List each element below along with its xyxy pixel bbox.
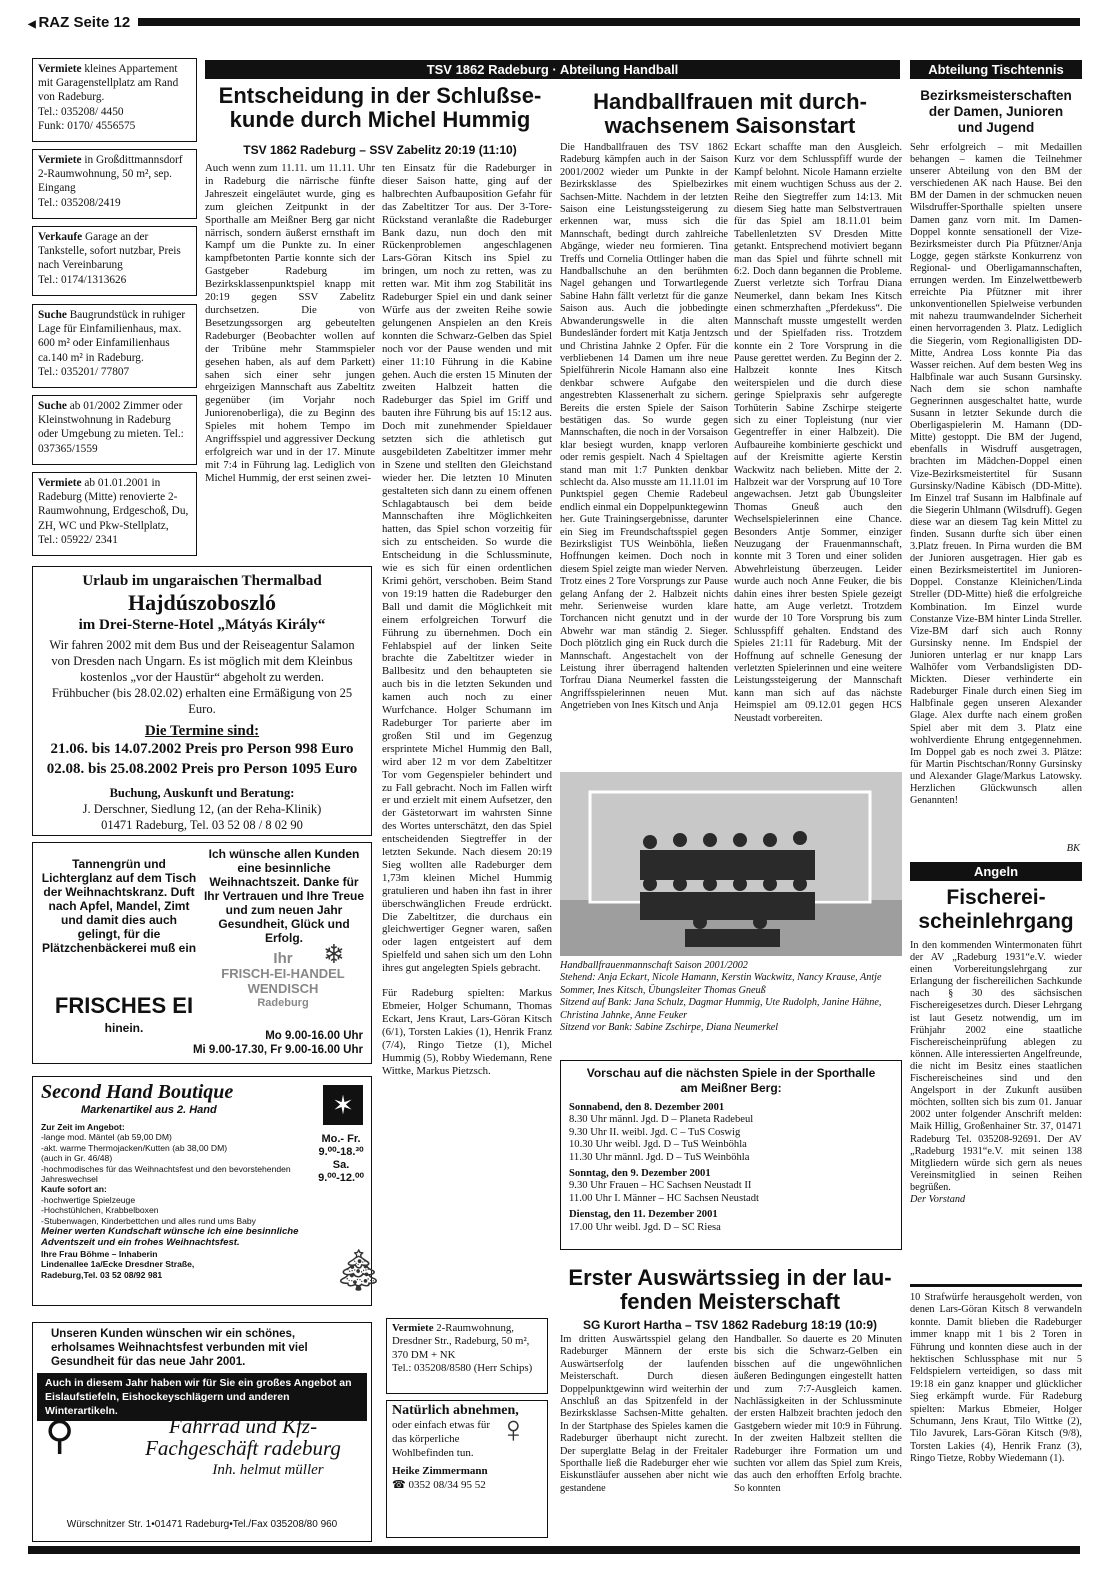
angeln-signature: Der Vorstand [910, 1193, 966, 1205]
article-players: Für Radeburg spielten: Markus Ebmeier, Holger Schumann, Thomas Eckart, Jens Kraut, Lars-Göran Kitsch (6/1), Torsten Lakies (1), Henrik Franz (7/4), Ringo Tietze (1), Michel Hummig (5), Robby Wiedemann, Rene Wittke, Markus Pietzsch. [382, 987, 552, 1077]
article2-column-1 [560, 142, 728, 766]
preview-game: 8.30 Uhr männl. Jgd. D – Planeta Radebeul [569, 1114, 754, 1126]
ad-shop-name [208, 951, 358, 1011]
article-text: Sehr erfolgreich – mit Medaillen behangen – kamen die Teilnehmer unserer Abteilung von den BM der verschiedenen AK nach Hause. Bei den BM der Damen in der schmucken neuen Wilsdruffer-Sporthalle spielten unsere Damen ganz vorn mit. Im Damen-Doppel konnte sensationell der Vize-Bezirksmeister durch Pia Pfützner/Anja Logge, gegen stärkste Konkurrenz von Regional- und Oberligamannschaften, errungen werden. Im Einzelwettbewerb erreichte Pia Pfützner mit ihrer unkonventionellen Spielweise verbunden mit nahezu traumwandelnder Sicherheit einen hervorragenden 3. Platz. Lediglich die Siegerin, vom Regionalligisten DD-Mitte, Andrea Loss konnte Pia das Wasser reichen. Auf dem besten Weg ins Halbfinale war auch Susann Gursinsky. Nach dem sie schon namhafte Gegnerinnen ausgeschaltet hatte, wurde Susann in letzter Sekunde durch die Oberligaspielerin M. Hamann (DD-Mitte) gestoppt. Die BM der Jugend, ebenfalls in Wisdruff ausgetragen, brachten im Mädchen-Doppel einen Vize-Bezirksmeistertitel für Susann Gursinsky/Nadine Käbisch (DD-Mitte). Im Einzel traf Susann im Halbfinale auf die Siegerin Uhlmann (Wilsdruff). Gegen diese war an diesem Tag kein Mittel zu finden. Susann durfte sich über einen 3.Platz freuen. In Pirna wurden die BM der Junioren ausgetragen. Hier gab es einen Bezirksmeistertitel im Junioren-Doppel. Constanze Kleinichen/Linda Streller (DD-Mitte) hieß die erfolgreiche Kombination. Im Einzel wurde Constanze Vize-BM hinter Linda Streller. Vize-BM darf sich auch Ronny Gursinsky nenne. Im Endspiel der Junioren unterlag er nur knapp Lars Walhöfer vom Verbandsligisten DD-Mickten. Dieser verhinderte ein Radeburger Finale durch einen Sieg im Halbfinale gegen unseren Alexander Glage. Alex durfte nach einem großen Spiel aber mit dem 3. Platz eine wohlverdiente Ehrung entgegennehmen. Im Doppel gab es noch zwei 3. Plätze: für Martin Pischtschan/Ronny Gursinsky und Alexander Glage/Markus Latowsky. Herzlichen Glückwunsch allen Genannten! [910, 142, 1082, 807]
classified-3 [32, 226, 197, 296]
preview-schedule [569, 1102, 893, 1234]
preview-game: 9.30 Uhr Frauen – HC Sachsen Neustadt II [569, 1180, 752, 1192]
title-line: am Meißner Berg: [680, 1081, 782, 1095]
title-line: der Damen, Junioren [928, 104, 1064, 119]
ad-text: -hochwertige Spielzeuge [41, 1194, 136, 1205]
title-line: scheinlehrgang [918, 910, 1074, 933]
ad-text: (auch in Gr. 46/48) [41, 1153, 113, 1164]
ad-line: Frühbucher (bis 28.02.02) erhalten eine Ermäßigung von 25 Euro. [51, 686, 353, 716]
classified-phone: Tel.: 035208/8580 (Herr Schips) [392, 1362, 533, 1375]
caption-line: Stehend: Anja Eckart, Nicole Hamann, Kerstin Wackwitz, Nancy Krause, Antje Sommer, Ines Kitsch, Übungsleiter Thomas Gneuß [560, 972, 882, 996]
article2-column-2 [734, 142, 902, 766]
title-line: Handballfrauen mit durch- [593, 89, 867, 114]
tischtennis-signature: BK [1066, 843, 1080, 854]
ad-text: Ihre Frau Böhme – Inhaberin [41, 1248, 158, 1259]
ad-hours [315, 1133, 367, 1185]
preview-date: Sonnabend, den 8. Dezember 2001 [569, 1102, 725, 1113]
ad-text: Mi 9.00-17.30, Fr 9.00-16.00 Uhr [192, 1044, 363, 1056]
angeln-title [910, 886, 1082, 934]
ad-text: Radeburg,Tel. 03 52 08/92 981 [41, 1269, 163, 1280]
classified-lead: Vermiete [38, 477, 82, 489]
article1-title [205, 84, 555, 132]
preview-box [560, 1060, 902, 1250]
ad-text: Mo 9.00-16.00 Uhr [265, 1030, 363, 1042]
bicycle-icon: ⚲ [45, 1414, 75, 1458]
preview-date: Dienstag, den 11. Dezember 2001 [569, 1209, 718, 1221]
classified-mobile: Funk: 0170/ 4556575 [38, 119, 136, 132]
classified-text: Baugrundstück in ruhiger Lage für Einfamilienhaus, max. 600 m² oder Einfamilienhaus ca.140 m² in Radeburg. [38, 309, 186, 364]
classified-lead: Suche [38, 309, 67, 321]
ad-text: Tannengrün und Lichterglanz auf dem Tisch der Weihnachtskranz. Duft nach Apfel, Mandel, Zimt und damit dies auch gelingt, für die Plätzchenbäckerei muß ein [41, 857, 197, 955]
ad-text: WENDISCH [247, 981, 319, 996]
team-photo-image [560, 772, 902, 956]
ad-urlaub [32, 566, 372, 836]
ad-text: Fachgeschäft radeburg [145, 1436, 341, 1460]
ad-fahrrad [32, 1322, 372, 1542]
classified-text: ab 01/2002 Zimmer oder Kleinstwohnung in Radeburg oder Umgebung zu mieten. Tel.: 037365/1559 [38, 400, 184, 455]
article1-column-1 [205, 162, 375, 550]
ad-text: -Stubenwagen, Kinderbettchen und alles rund ums Baby [41, 1215, 256, 1226]
section-label: TSV 1862 Radeburg · Abteilung Handball [426, 62, 679, 77]
ad-line: 01471 Radeburg, Tel. 03 52 08 / 8 02 90 [101, 818, 303, 832]
classified-phone: Tel.: 035208/2419 [38, 196, 121, 209]
classified-text: in Großdittmannsdorf 2-Raumwohnung, 50 m², sep. Eingang [38, 154, 183, 195]
page-label-text: RAZ Seite 12 [38, 14, 131, 31]
ad-text: Sa. [332, 1159, 350, 1171]
preview-game: 10.30 Uhr weibl. Jgd. D – TuS Weinböhla [569, 1139, 747, 1151]
column-divider [910, 1284, 1082, 1287]
title-line: fenden Meisterschaft [619, 1289, 841, 1314]
ad-text: 9.⁰⁰-12.⁰⁰ [318, 1172, 364, 1184]
ad-text: Lindenallee 1a/Ecke Dresdner Straße, [41, 1259, 195, 1270]
article3-column-3 [910, 1292, 1082, 1540]
preview-game: 11.30 Uhr männl. Jgd. D – TuS Weinböhla [569, 1151, 750, 1163]
article-text: Eckart schaffte man den Ausgleich. Kurz vor dem Schlusspfiff wurde der Kampf belohnt. Nicole Hamann erzielte mit einem wuchtigen Schuss aus der 2. Reihe den Siegtreffer zum 14:13. Mit diesem Sieg hatte man Selbstvertrauen für das Spiel am 18.11.01 beim Tabellenletzten SV Dresden Mitte getankt. Entsprechend motiviert begann man das Spiel und führte schnell mit 6:2. Doch dann begannen die Probleme. Zuerst verletzte sich Torfrau Diana Neumerkel, dann bekam Ines Kitsch einen schmerzhaften „Pferdekuss“. Die Mannschaft musste umgestellt werden und der Spielfaden riss. Trotzdem konnte ein 2 Tore Vorsprung in die Pause gerettet werden. Zu Beginn der 2. Halbzeit konnte Ines Kitsch weiterspielen und die durch diese geringe Spielpraxis sehr aufgeregte Torhüterin Sabine Zschirpe steigerte sich zu einer Topleistung (nur vier Gegentreffer in einer Halbzeit). Die Aufbaureihe kombinierte geschickt und auf der Kreismitte agierte Kerstin Wackwitz nach belieben. Mitte der 2. Halbzeit war der Vorsprung auf 10 Tore angewachsen. Jetzt gab Übungsleiter Thomas Gneuß auch den Wechselspielerinnen eine Chance. Besonders Antje Sommer, einziger Neuzugang der Frauenmannschaft, konnte mit 3 Toren und einer soliden Abwehrleistung überzeugen. Leider wurde auch noch Anne Feuker, die bis dahin eines ihrer besten Spiele gezeigt hatte, am Auge verletzt. Trotzdem wurde der 10 Tore Vorsprung bis zum Schlusspfiff gehalten. Endstand des Spieles 21:11 für Radeburg. Mit der Hoffnung auf schnelle Genesung der verletzten Spielerinnen und eine weitere Leistungssteigerung der Mannschaft kann man sich auf das nächste Heimspiel am 09.12.01 gegen HCS Neustadt vorbereiten. [734, 142, 902, 724]
ad-text: Inh. helmut müller [212, 1462, 324, 1478]
ad-text: FRISCH-EI-HANDEL [221, 966, 345, 981]
classified-6 [32, 472, 197, 556]
title-line: wachsenem Saisonstart [604, 113, 856, 138]
ad-text: Ihr [273, 950, 293, 967]
team-photo [560, 772, 902, 956]
preview-game: 11.00 Uhr I. Männer – HC Sachsen Neustadt [569, 1192, 759, 1204]
classified-lead: Vermiete [392, 1322, 434, 1334]
christmas-tree-icon: 🎄︎ [333, 1249, 384, 1293]
boutique-logo-icon: ✶ [323, 1085, 363, 1125]
tischtennis-title [910, 88, 1082, 136]
ad-line: J. Derschner, Siedlung 12, (an der Reha-Klinik) [82, 802, 322, 816]
ad-heading: Hajdúszoboszló [128, 590, 276, 615]
article2-title [560, 90, 900, 138]
angeln-section-bar [910, 862, 1082, 881]
ad-shop-name [123, 1415, 363, 1481]
ad-text: oder einfach etwas für das körperliche Wohlbefinden tun. [392, 1419, 491, 1459]
ad-line: Urlaub im ungaraischen Thermalbad [82, 573, 322, 589]
ad-line: Buchung, Auskunft und Beratung: [109, 786, 295, 800]
photo-caption [560, 960, 905, 1034]
classified-5 [32, 395, 197, 465]
angeln-body [910, 940, 1082, 1248]
classified-text: kleines Appartement mit Garagenstellplatz am Rand von Radeburg. [38, 63, 179, 104]
ad-heading: Second Hand Boutique [41, 1081, 234, 1103]
article-text: Im dritten Auswärtsspiel gelang den Radeburger Männern der erste Auswärtserfolg der laufenden Meisterschaft. Durch diesen Doppelpunktgewinn wird weiterhin der Anschluß an das Spitzenfeld in der Bezirksklasse Sachsen-Mitte gehalten. In der Startphase des Spieles kamen die Radeburger überhaupt nicht zurecht. Der superglatte Belag in der Freitaler Sporthalle ließ die Radeburger eher wie Eiskunstläufer aussehen aber nicht wie gestandene [560, 1334, 728, 1494]
classified-text: Garage an der Tankstelle, sofort nutzbar, Preis nach Vereinbarung [38, 231, 181, 272]
title-line: Bezirksmeisterschaften [920, 88, 1072, 103]
article3-column-1 [560, 1334, 728, 1539]
figure-icon: ♀ [499, 1409, 528, 1451]
page-footer-rule [28, 1546, 1080, 1554]
ad-text: Mo.- Fr. [321, 1133, 361, 1145]
ad-text: Würschnitzer Str. 1•01471 Radeburg•Tel./Fax 035208/80 960 [66, 1519, 338, 1530]
article-text: Auch wenn zum 11.11. um 11.11. Uhr in Radeburg die närrische fünfte Jahreszeit eingeläutet wurde, ging es zum gleichen Zeitpunkt in der Sporthalle am Meißner Berg gar nicht närrisch, sondern äußerst ernsthaft im Kampf um die Punkte zu. In einer kampfbetonten Partie konnte sich der Gastgeber Radeburg im Bezirksklassenpunktspiel knapp mit 20:19 gegen SSV Zabelitz durchsetzen. Die von Besetzungssorgen arg gebeutelten Radeburger (Beobachter wollen auf der Tribüne mehr Stammspieler gesehen haben, als auf dem Parkett) sahen sich einer sehr jungen ehrgeizigen Mannschaft aus Zabeltitz gegenüber (im Vorjahr noch Juniorenoberliga), die zu Beginn des Spieles mit hohem Tempo im Angriffsspiel und aggressiver Deckung erfolgreich war und in der 17. Minute mit 7:4 in Führung lag. Lediglich von Michel Hummig, der erst seinen zwei- [205, 162, 375, 484]
ad-text: ☎ 0352 08/34 95 52 [392, 1479, 486, 1491]
ad-text: Meiner werten Kundschaft wünsche ich eine besinnliche Adventszeit und ein frohes Weihnachtsfest. [41, 1226, 299, 1249]
ad-secondhand [32, 1076, 384, 1306]
classified-phone: Tel.: 0174/1313626 [38, 273, 127, 286]
ad-brand: FRISCHES EI [54, 993, 194, 1018]
caption-line: Handballfrauenmannschaft Saison 2001/2002 [560, 960, 748, 971]
ad-line: im Drei-Sterne-Hotel „Mátyás Király“ [78, 617, 326, 633]
tischtennis-section-bar [910, 60, 1082, 79]
article3-column-2 [734, 1334, 902, 1539]
header-rule [28, 18, 1080, 26]
tischtennis-body [910, 142, 1082, 842]
christmas-ornament-icon: ❄ [323, 939, 345, 969]
page-header [28, 14, 1080, 30]
ad-text: Auch in diesem Jahr haben wir für Sie ein großes Angebot an Eislaufstiefeln, Eishockeyschlägern und anderen Winterartikeln. [37, 1373, 367, 1421]
title-line: Vorschau auf die nächsten Spiele in der Sporthalle [586, 1066, 876, 1080]
ad-frischei [32, 842, 372, 1064]
preview-date: Sonntag, den 9. Dezember 2001 [569, 1168, 711, 1180]
preview-game: 17.00 Uhr weibl. Jgd. D – SC Riesa [569, 1221, 721, 1233]
classified-lead: Verkaufe [38, 231, 83, 243]
page-label: ◀ RAZ Seite 12 [28, 14, 138, 31]
preview-game: 9.30 Uhr II. weibl. Jgd. C – TuS Coswig [569, 1126, 741, 1138]
classified-4 [32, 304, 197, 388]
classified-lead: Suche [38, 400, 67, 412]
classified-lead: Vermiete [38, 63, 82, 75]
classified-phone: Tel.: 035201/ 77807 [38, 365, 130, 378]
ad-text: -lange mod. Mäntel (ab 59,00 DM) [41, 1132, 172, 1143]
title-line: kunde durch Michel Hummig [229, 107, 531, 132]
article-text: ten Einsatz für die Radeburger in dieser Saison hatte, ging auf der halbrechten Aufbauposition Gefahr für das Zabeltitzer Tor aus. Der 3-Tore-Rückstand veranlaßte die Radeburger Bank dazu, nun doch den mit Rückenproblemen angeschlagenen Lars-Göran Kitsch ins Spiel zu bringen, um noch zu retten, was zu retten war. Mit ihm zog Stabilität ins Radeburger Spiel ein und dank seiner Würfe aus der zweiten Reihe sowie gelungenen Anspielen an den Kreis konnten die Schwarz-Gelben das Spiel noch vor der Pause wenden und mit einer 11:10 Führung in die Kabine gehen. Auch die ersten 15 Minuten der zweiten Halbzeit hatten die Radeburger das Spiel im Griff und bauten ihre Führung bis auf 15:12 aus. Doch mit zunehmender Spieldauer setzten sich die athletisch gut ausgebildeten Zabeltitzer immer mehr in Szene und stellten den Gleichstand wieder her. Die letzten 10 Minuten gestalteten sich dann zu einem offenen Schlagabtausch bei dem beide Mannschaften ihre Möglichkeiten hatten, das Spiel schon vorzeitig für sich zu entscheiden. So wurde die Entscheidung in die Schlussminute, wie es sich für einen ordentlichen Krimi gehört, verschoben. Beim Stand von 19:19 hatten die Radeburger den Ball und damit die Möglichkeit mit einem erfolgreichen Torwurf die Führung zu übernehmen. Doch ein Fehlabspiel auf der linken Seite brachte die Zabeltitzer wieder in Ballbesitz und den behaupteten sie auch bis in die letzten Sekunden und kamen auch noch zu einer Wurfchance. Holger Schumann im Radeburger Tor parierte aber im großen Stil und im Gegenzug ersprintete Michel Hummig den Ball, wird aber 12 m vor dem Zabeltitzer Tor vom Gegenspieler behindert und zu Fall gebracht. Noch im Fallen wirft er und erzielt mit einem Aufsetzer, den der Gästetorwart im wahrsten Sinne des Wortes unterschätzt, den das Spiel entscheidenden Siegtreffer in der letzten Sekunde. Nach diesem 20:19 Sieg wollten alle Radeburger dem 1,73m kleinen Michel Hummig gratulieren und haben ihn fast in ihrer überschwänglichen Freude erdrückt. Die Zabeltitzer, die durchaus ein gleichwertiger Gegner waren, saßen oder lagen entgeistert auf dem Spielfeld und sahen sich um den Lohn ihres gut angelegten Spiels gebracht. [382, 162, 552, 975]
handball-section-bar [205, 60, 900, 79]
title-line: Erster Auswärtssieg in der lau- [568, 1265, 892, 1290]
classified-phone: Tel.: 035208/ 4450 [38, 105, 124, 118]
ad-hours [193, 1029, 363, 1057]
ad-vermiete [386, 1318, 548, 1394]
ad-text: Radeburg [257, 997, 309, 1009]
ad-text: Kaufe sofort an: [41, 1184, 107, 1195]
ad-text: Markenartikel aus 2. Hand [81, 1104, 217, 1116]
ad-text: Heike Zimmermann [392, 1465, 488, 1477]
caption-line: Sitzend auf Bank: Jana Schulz, Dagmar Hummig, Ute Rudolph, Janine Hähne, Christina Jahnke, Anne Feuker [560, 997, 882, 1021]
title-line: Entscheidung in der Schlußse- [218, 83, 542, 108]
classified-text: 2-Raumwohnung, Dresdner Str., Radeburg, 50 m², 370 DM + NK [392, 1322, 530, 1361]
classified-text: ab 01.01.2001 in Radeburg (Mitte) renovierte 2-Raumwohnung, Erdgeschoß, Du, ZH, WC und Pkw-Stellplatz, Tel.: 05922/ 2341 [38, 477, 189, 546]
ad-line: Die Termine sind: [144, 723, 260, 739]
section-label: Abteilung Tischtennis [928, 62, 1064, 77]
classified-1 [32, 58, 197, 142]
ad-text: -Hochstühlchen, Krabbelboxen [41, 1205, 159, 1216]
article-text: Die Handballfrauen des TSV 1862 Radeburg kämpfen auch in der Saison 2001/2002 wieder um Punkte in der Bezirksklasse des Spielbezirkes Sachsen-Mitte. Nachdem in der letzten Saison eine Leistungssteigerung zu erkennen war, muss sich die Mannschaft, bedingt durch zahlreiche Abgänge, wieder neu formieren. Tina Treffs und Cornelia Ottlinger haben die Handballschuhe an den berühmten Nagel gehangen und Torwartlegende Sabine Hahn fällt verletzt für die ganze Saison aus. Auch die jobbedingte Abwanderungswelle in die alten Bundesländer fordert mit Katja Jentzsch und Christina Jahnke 2 Opfer. Für die verbliebenen 14 Damen um ihre neue Spielführerin Nicole Hamann also eine denkbar schwere Aufgabe den angestrebten Klassenerhalt zu sichern. Bereits die ersten Spiele der Saison bestätigen das. So wurde gegen Mannschaften, die noch in der Vorsaison klar besiegt wurden, knapp verloren oder remis gespielt. Nach 4 Spieltagen stand man mit 1:7 Punkten denkbar schlecht da. Also musste am 11.11.01 im Punktspiel gegen Chemie Radebeul endlich einmal ein Doppelpunktegewinn her. Gute Trainingsergebnisse, darunter ein Sieg im Freundschaftsspiel gegen Bezirksligist TUS Weinböhla, ließen Hoffnungen keimen. Doch noch in diesem Spiel zeigte man wieder Nerven. Trotz eines 2 Tore Vorsprungs zur Pause gelang Anfang der 2. Halbzeit nichts mehr. Serienweise wurden klare Torchancen nicht genutzt und in der Abwehr war man ständig 2. Sieger. Doch plötzlich ging ein Ruck durch die Mannschaft. Angestachelt von der Leistung ihrer überragend haltenden Torfrau Diana Neumerkel fassten die Angriffsspielerinnen neuen Mut. Angetrieben von Ines Kitsch und Anja [560, 142, 728, 712]
article1-subtitle: TSV 1862 Radeburg – SSV Zabelitz 20:19 (11:10) [243, 143, 517, 157]
article3-subtitle: SG Kurort Hartha – TSV 1862 Radeburg 18:19 (10:9) [582, 1318, 878, 1332]
ad-text: Fahrrad und Kfz- [168, 1414, 318, 1438]
classified-lead: Vermiete [38, 154, 82, 166]
ad-text: hinein. [104, 1021, 144, 1035]
section-label: Angeln [973, 864, 1019, 879]
article3-title [555, 1266, 905, 1314]
article-text: In den kommenden Wintermonaten führt der AV „Radeburg 1931“e.V. wieder einen Vorbereitungslehrgang zur Erlangung der fischereilichen Sachkunde nach § 30 des sächsischen Fischereigesetzes durch. Dieser Lehrgang ist laut Gesetz notwendig, um im Frühjahr 2002 eine staatliche Fischereischeinprüfung ablegen zu können. Alle interessierten Angelfreunde, die nicht im Besitz eines staatlichen Fischereischeines sind und den Angelsport in der Zukunft ausüben möchten, sollten sich bis zum 01. Januar 2002 unter folgender Anschrift melden: Maik Hillig, Großenhainer Str. 37, 01471 Radeburg Tel. 035208-92691. Der AV „Radeburg 1931“e.V. mit seinen 138 Mitgliedern würde sich gern als neues Vereinsmitglied in seinen Reihen begrüßen. [910, 940, 1082, 1193]
article-text: 10 Strafwürfe herausgeholt werden, von denen Lars-Göran Kitsch 8 verwandeln konnte. Damit blieben die Radeburger immer knapp mit 1 bis 2 Toren in Führung und konnten diese auch in der hektischen Schlussphase mit nur 5 Feldspielern verteidigen, so dass mit 19:18 ein ganz knapper und glücklicher Sieg erkämpft wurde. Für Radeburg spielten: Markus Ebmeier, Holger Schumann, Jens Kraut, Tilo Wittke (2), Tilo Javurek, Lars-Göran Kitsch (9/8), Torsten Lakies (4), Henrik Franz (3), Ringo Tietze, Robby Wiedemann (1). [910, 1292, 1082, 1465]
ad-text: -akt. warme Thermojacken/Kutten (ab 38,00 DM) [41, 1142, 228, 1153]
ad-line: 21.06. bis 14.07.2002 Preis pro Person 998 Euro [50, 741, 354, 757]
ad-text: Zur Zeit im Angebot: [41, 1122, 125, 1132]
classified-2 [32, 149, 197, 219]
article1-column-2 [382, 162, 552, 1307]
ad-text: 9.⁰⁰-18.³⁰ [318, 1146, 364, 1158]
ad-heading: Natürlich abnehmen, [392, 1403, 519, 1418]
ad-line: Wir fahren 2002 mit dem Bus und der Reiseagentur Salamon von Dresden nach Ungarn. Es ist möglich mit dem Kleinbus kostenlos „vor der Haustür“ abgeholt zu werden. [49, 638, 355, 684]
ad-offer-list [41, 1122, 316, 1280]
ad-line: 02.08. bis 25.08.2002 Preis pro Person 1095 Euro [46, 761, 358, 777]
ad-text: -hochmodisches für das Weihnachtsfest und den bevorstehenden Jahreswechsel [41, 1163, 291, 1185]
caption-line: Sitzend vor Bank: Sabine Zschirpe, Diana Neumerkel [560, 1022, 779, 1034]
title-line: und Jugend [957, 120, 1035, 135]
ad-text: Ich wünsche allen Kunden eine besinnliche Weihnachtszeit. Danke für Ihr Vertrauen und Ihre Treue und zum neuen Jahr Gesundheit, Glück und Erfolg. [203, 847, 365, 945]
ad-abnehmen [386, 1400, 548, 1538]
article-text: Handballer. So dauerte es 20 Minuten bis sich die Schwarz-Gelben ein bisschen auf die ungewöhnlichen äußeren Bedingungen eingestellt hatten und zum 7:7-Ausgleich kamen. Nachlässigkeiten in der Schlussminute der ersten Halbzeit brachten jedoch den Gastgebern wieder mit 10:9 in Führung. In der zweiten Halbzeit stellten die Radeburger ihre Formation um und suchten vor allem das Spiel zum Kreis, das auch den erhofften Erfolg brachte. So konnten [734, 1334, 902, 1494]
title-line: Fischerei- [946, 886, 1046, 909]
preview-title [569, 1066, 893, 1096]
ad-text: Unseren Kunden wünschen wir ein schönes, erholsames Weihnachtsfest verbunden mit viel Gesundheit für das neue Jahr 2001. [51, 1328, 308, 1368]
